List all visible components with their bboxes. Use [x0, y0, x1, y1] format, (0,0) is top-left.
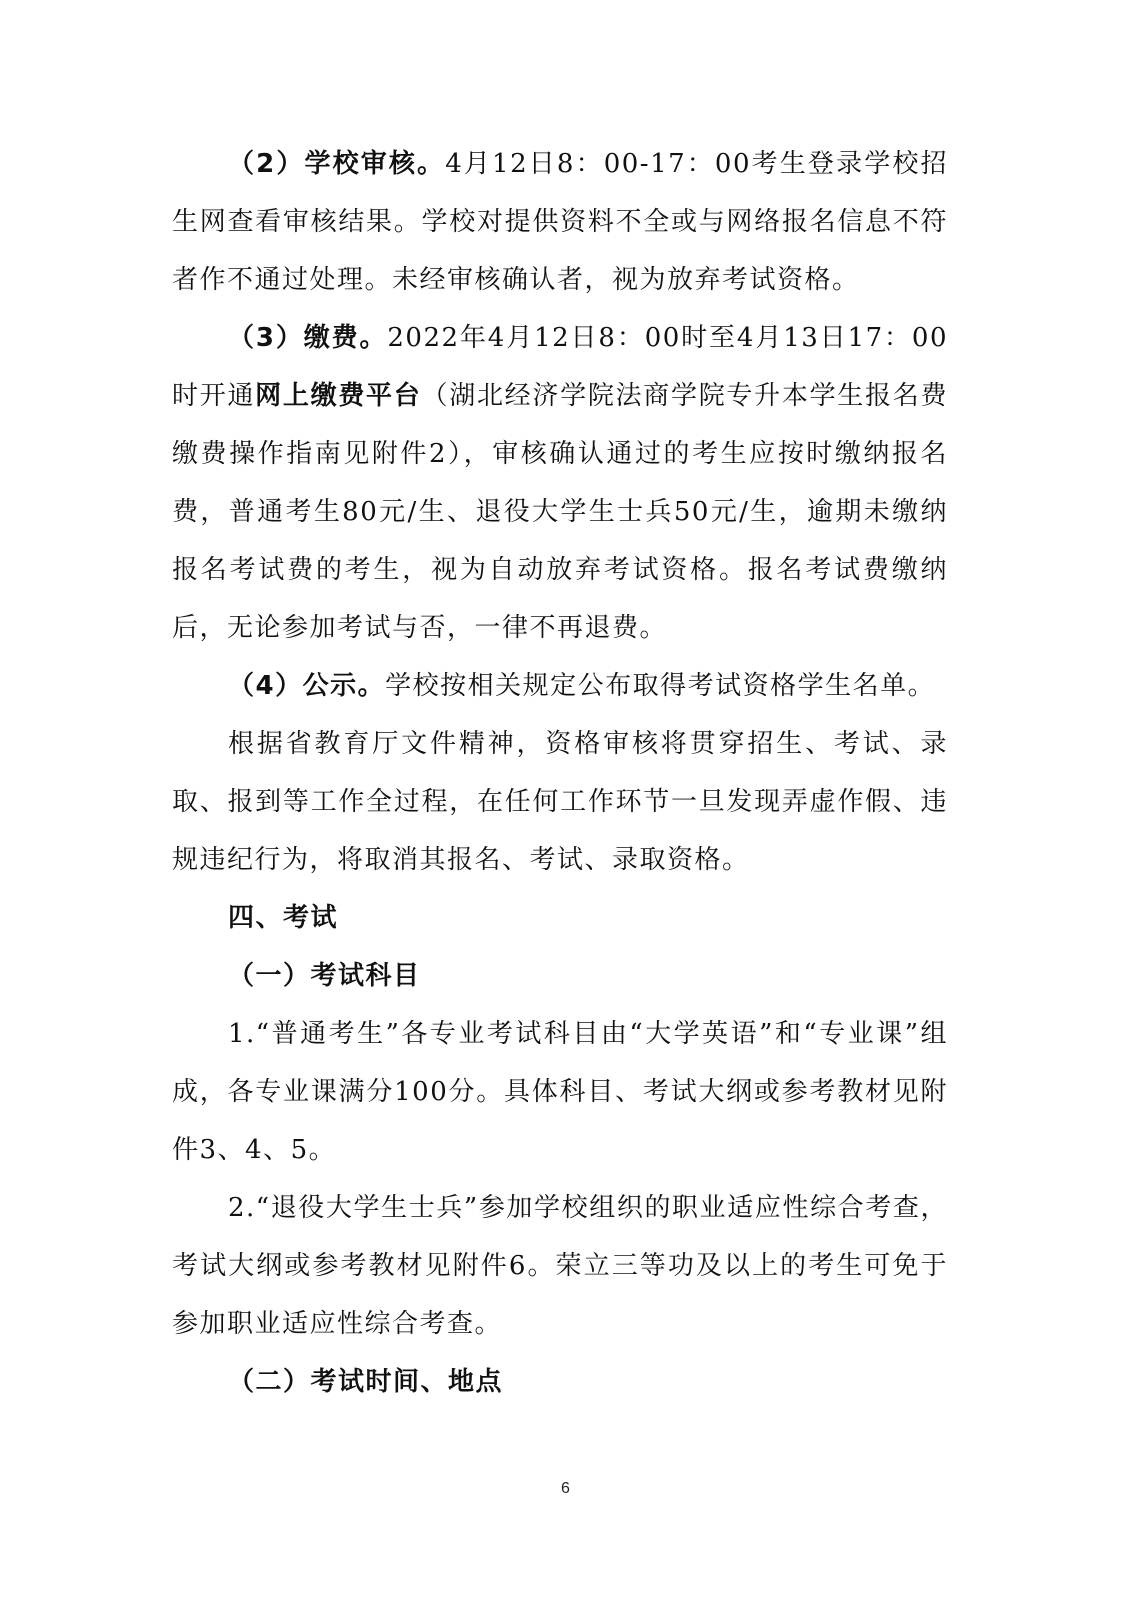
payment-platform-label: 网上缴费平台	[255, 381, 422, 411]
exam-subjects-item-1: 1.“普通考生”各专业考试科目由“大学英语”和“专业课”组成，各专业课满分100分。具体科目、考试大纲或参考教材见附件3、4、5。	[172, 1019, 948, 1165]
paragraph-lead: （3）缴费。	[228, 323, 388, 353]
paragraph-text: 根据省教育厅文件精神，资格审核将贯穿招生、考试、录取、报到等工作全过程，在任何工作环节一旦发现弄虚作假、违规违纪行为，将取消其报名、考试、录取资格。	[172, 729, 948, 875]
paragraph-text-before: 2022年4月12日8：00时至4月13日17：00时开通	[172, 323, 948, 411]
page-content	[172, 0, 948, 1411]
paragraph-lead: （4）公示。	[228, 671, 386, 701]
subheading-exam-time-location: （二）考试时间、地点	[228, 1367, 504, 1397]
paragraph-publicity	[172, 657, 948, 715]
section-heading-exam: 四、考试	[228, 903, 339, 933]
paragraph-school-review	[172, 135, 948, 309]
paragraph-payment	[172, 309, 948, 657]
top-margin	[172, 0, 948, 135]
page-number: 6	[561, 1480, 570, 1497]
paragraph-lead: （2）学校审核。	[228, 149, 446, 179]
subheading-exam-subjects: （一）考试科目	[228, 961, 421, 991]
paragraph-text: 学校按相关规定公布取得考试资格学生名单。	[385, 671, 936, 701]
paragraph-text-after: （湖北经济学院法商学院专升本学生报名费缴费操作指南见附件2），审核确认通过的考生应按时缴纳报名费，普通考生80元/生、退役大学生士兵50元/生，逾期未缴纳报名考试费的考生，视为自动放弃考试资格。报名考试费缴纳后，无论参加考试与否，一律不再退费。	[172, 381, 948, 643]
exam-subjects-item-2: 2.“退役大学生士兵”参加学校组织的职业适应性综合考查，考试大纲或参考教材见附件6。荣立三等功及以上的考生可免于参加职业适应性综合考查。	[172, 1193, 948, 1339]
paragraph-qualification-note	[172, 715, 948, 889]
paragraph-text: 4月12日8：00-17：00考生登录学校招生网查看审核结果。学校对提供资料不全或与网络报名信息不符者作不通过处理。未经审核确认者，视为放弃考试资格。	[172, 149, 948, 295]
